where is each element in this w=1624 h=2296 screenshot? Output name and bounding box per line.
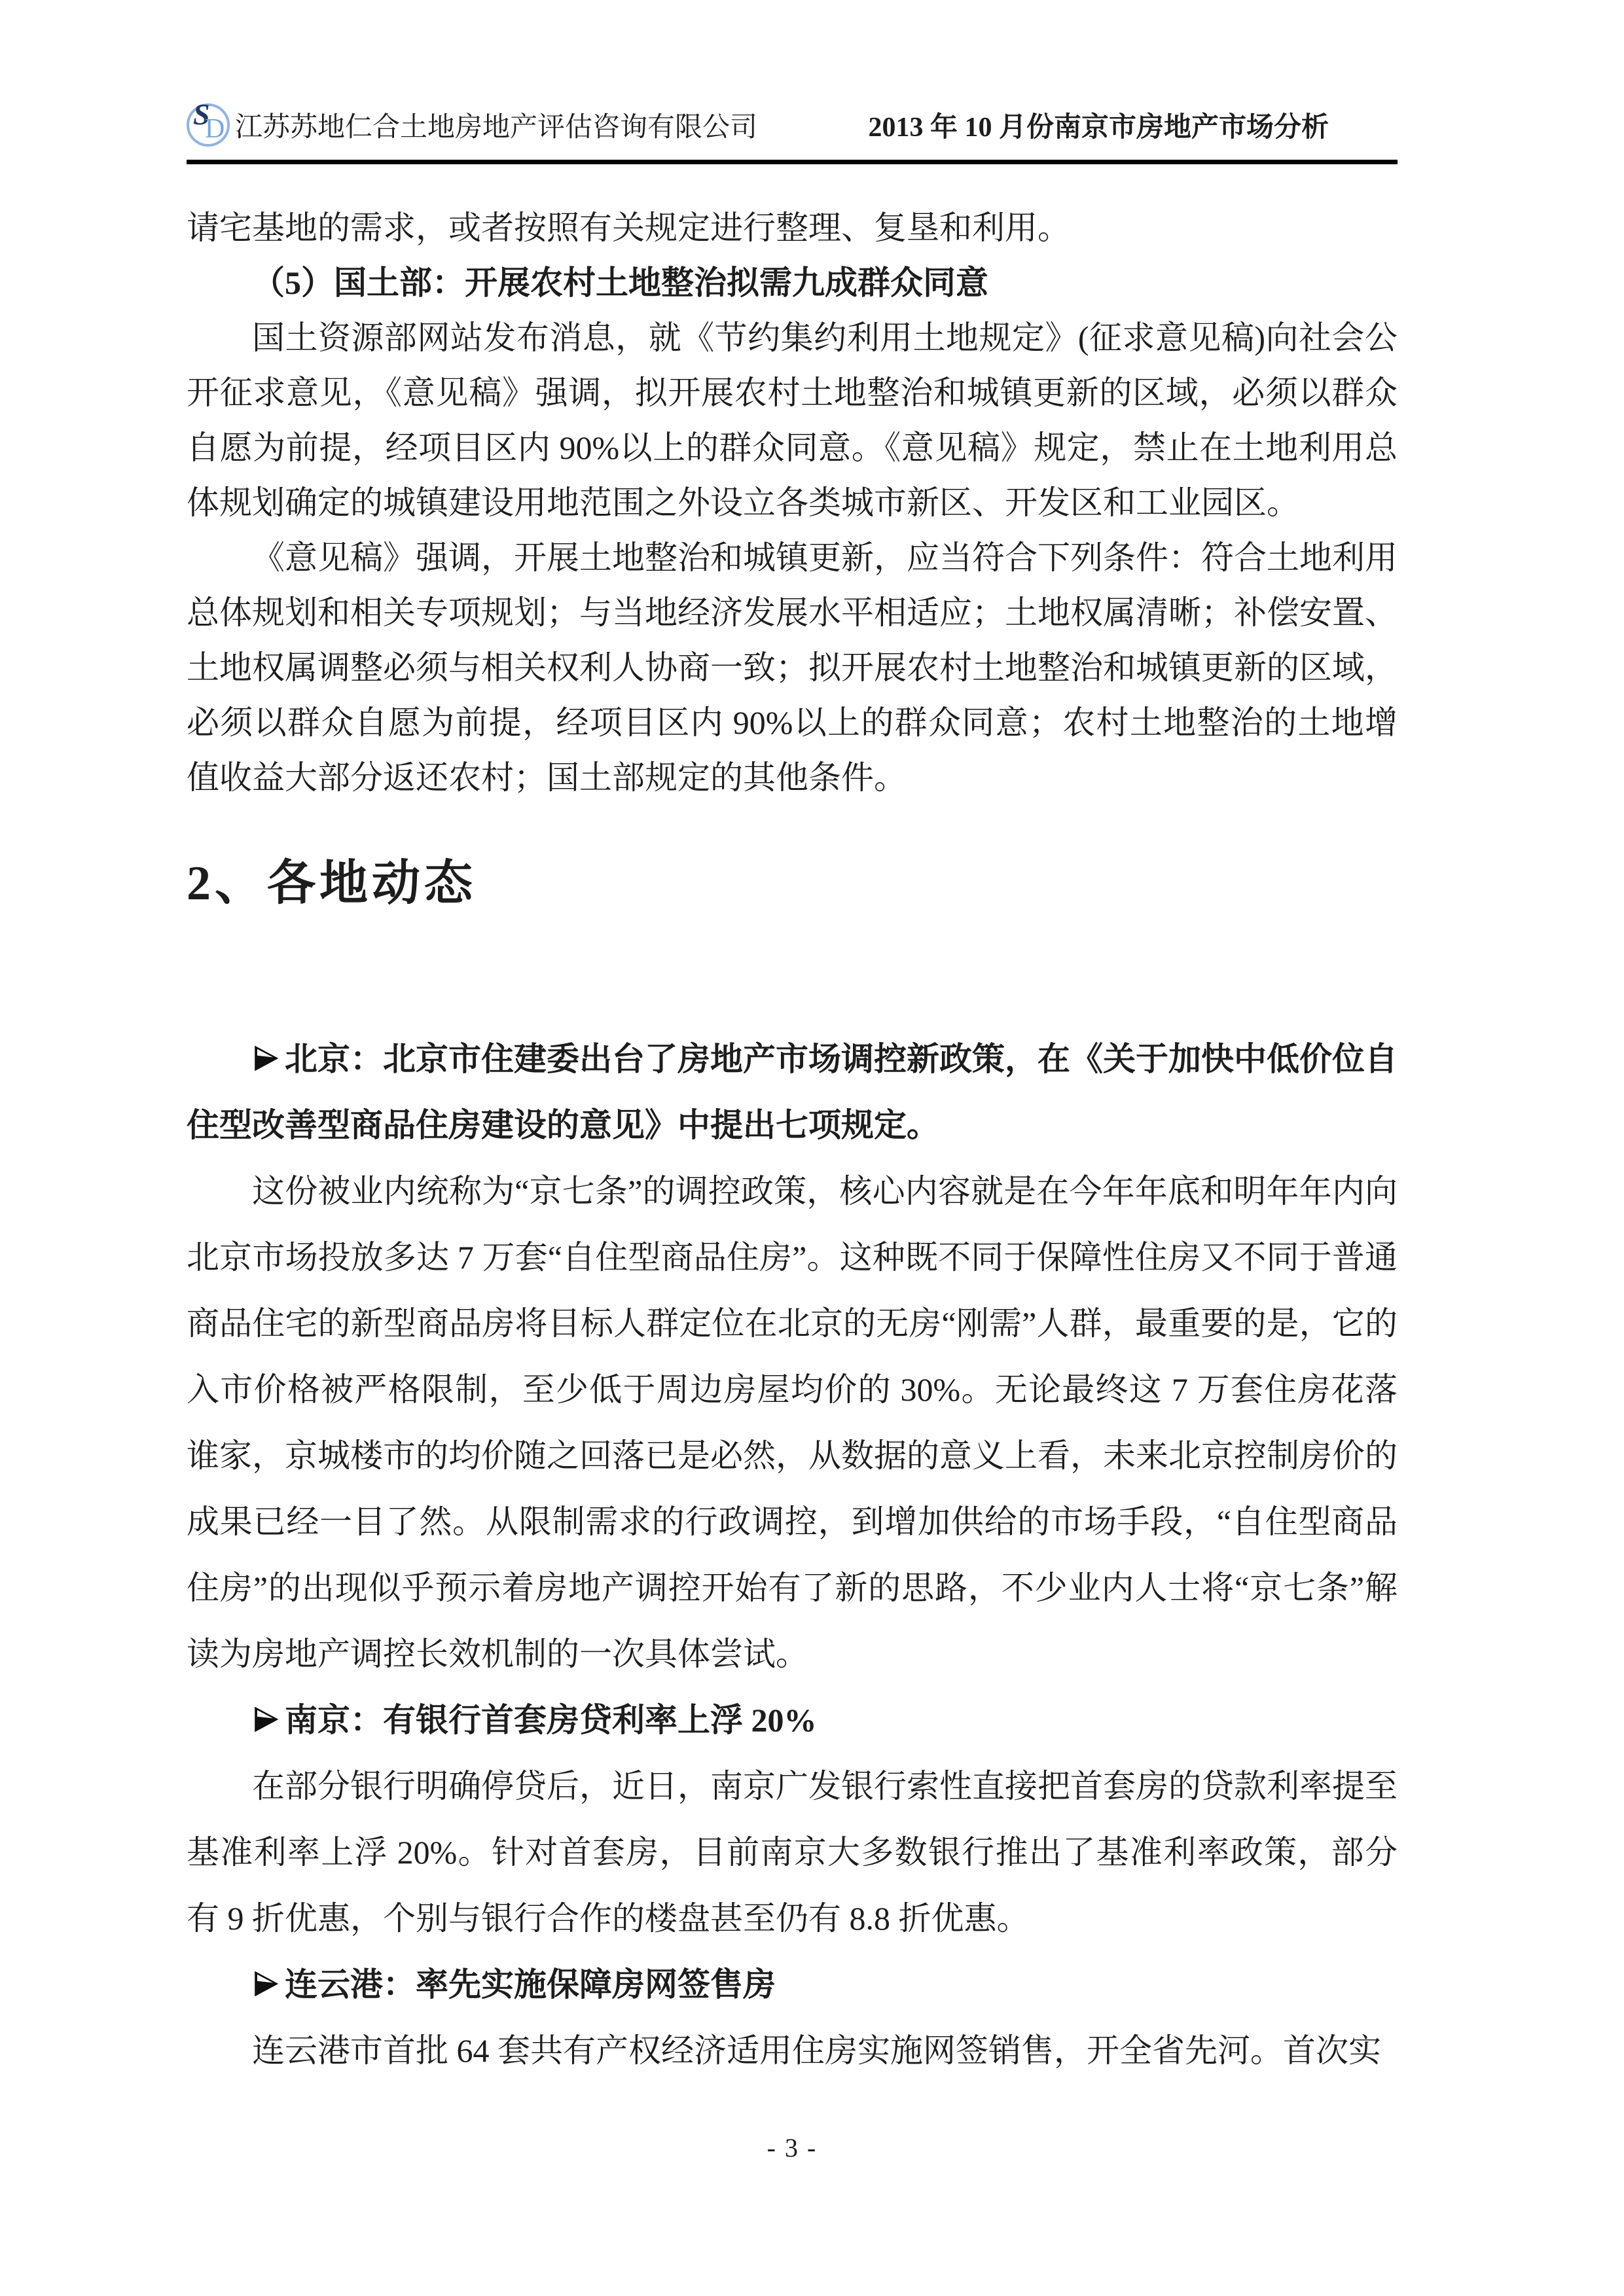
paragraph-nanjing: 在部分银行明确停贷后，近日，南京广发银行索性直接把首套房的贷款利率提至基准利率上浮 20%。针对首套房，目前南京大多数银行推出了基准利率政策，部分有 9 折优惠，个别与银行合作的楼盘甚至仍有 8.8 折优惠。 [187, 1768, 1398, 1937]
report-title: 2013 年 10 月份南京市房地产市场分析 [868, 113, 1329, 143]
logo-letter-s: S [193, 98, 210, 131]
arrow-bullet-icon [252, 1969, 280, 1998]
paragraph-beijing: 这份被业内统称为“京七条”的调控政策，核心内容就是在今年年底和明年年内向北京市场投放多达 7 万套“自住型商品住房”。这种既不同于保障性住房又不同于普通商品住宅的新型商品房将目标人群定位在北京的无房“刚需”人群，最重要的是，它的入市价格被严格限制，至少低于周边房屋均价的 30%。无论最终这 7 万套住房花落谁家，京城楼市的均价随之回落已是必然，从数据的意义上看，未来北京控制房价的成果已经一目了然。从限制需求的行政调控，到增加供给的市场手段，“自住型商品住房”的出现似乎预示着房地产调控开始有了新的思路，不少业内人士将“京七条”解读为房地产调控长效机制的一次具体尝试。 [187, 1173, 1398, 1672]
document-body [187, 200, 1398, 2084]
section-local-news [187, 1026, 1398, 2084]
company-name: 江苏苏地仁合土地房地产评估咨询有限公司 [235, 113, 758, 143]
bullet-heading-beijing [187, 1026, 1398, 1158]
guotu-paragraph-2: 《意见稿》强调，开展土地整治和城镇更新，应当符合下列条件：符合土地利用总体规划和相关专项规划；与当地经济发展水平相适应；土地权属清晰；补偿安置、土地权属调整必须与相关权利人协商一致；拟开展农村土地整治和城镇更新的区域，必须以群众自愿为前提，经项目区内 90%以上的群众同意；农村土地整治的土地增值收益大部分返还农村；国土部规定的其他条件。 [187, 539, 1398, 796]
section-heading-local-news: 2、各地动态 [187, 857, 477, 910]
bullet-heading-text: 连云港：率先实施保障房网签售房 [285, 1966, 776, 2003]
bullet-heading-lianyungang [187, 1952, 1398, 2018]
header-rule [187, 98, 1398, 164]
logo-letter-d: D [205, 114, 225, 144]
header-left [187, 98, 758, 147]
bullet-heading-text: 北京：北京市住建委出台了房地产市场调控新政策，在《关于加快中低价位自住型改善型商品住房建设的意见》中提出七项规定。 [187, 1041, 1398, 1143]
bullet-heading-text: 南京：有银行首套房贷利率上浮 20% [285, 1702, 817, 1738]
company-logo-sd-icon [187, 98, 230, 147]
page-number: - 3 - [767, 2133, 818, 2162]
header-right [868, 105, 1398, 145]
guotu-paragraph-1: 国土资源部网站发布消息，就《节约集约利用土地规定》(征求意见稿)向社会公开征求意见，《意见稿》强调，拟开展农村土地整治和城镇更新的区域，必须以群众自愿为前提，经项目区内 90%以上的群众同意。《意见稿》规定，禁止在土地利用总体规划确定的城镇建设用地范围之外设立各类城市新区、开发区和工业园区。 [187, 319, 1398, 521]
bullet-heading-nanjing [187, 1687, 1398, 1753]
item5-subheading: （5）国土部：开展农村土地整治拟需九成群众同意 [252, 264, 988, 301]
page-footer [187, 2132, 1398, 2163]
page-header [187, 0, 1398, 164]
arrow-bullet-icon [252, 1044, 280, 1073]
arrow-bullet-icon [252, 1705, 280, 1734]
section-policy-news [187, 200, 1398, 805]
paragraph-lianyungang: 连云港市首批 64 套共有产权经济适用住房实施网签销售，开全省先河。首次实 [252, 2032, 1381, 2069]
continuation-paragraph: 请宅基地的需求，或者按照有关规定进行整理、复垦和利用。 [187, 209, 1070, 246]
